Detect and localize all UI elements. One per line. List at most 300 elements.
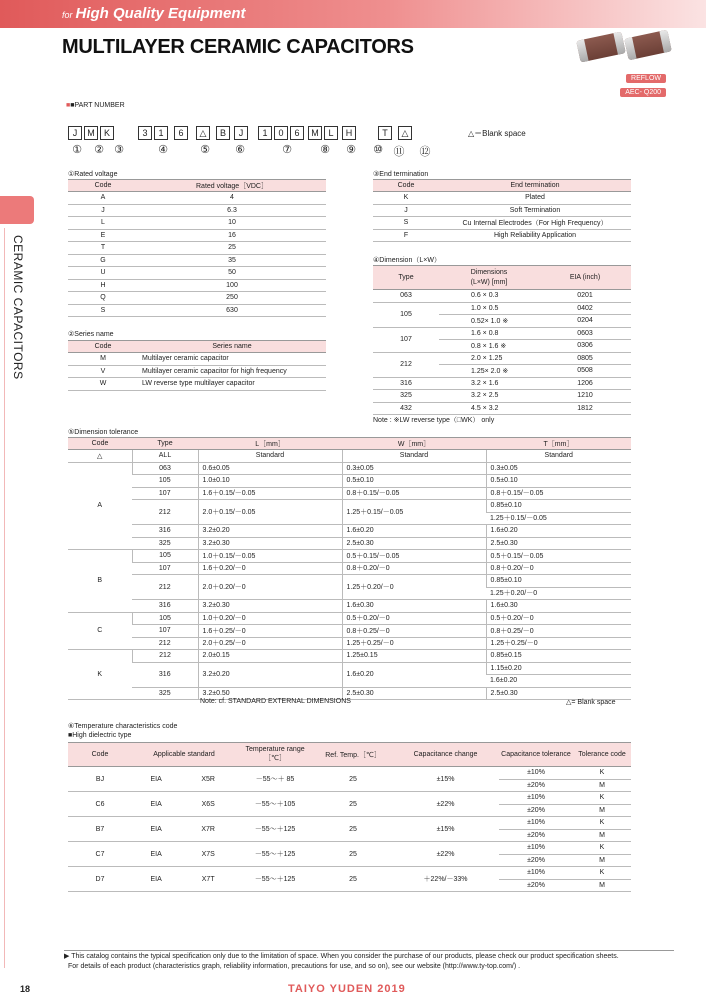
end-termination-table	[373, 179, 631, 242]
cell: 1.6＋0.25/－0	[198, 625, 342, 638]
cell: 25	[314, 867, 392, 892]
cell: 0603	[539, 327, 631, 340]
cell: 0.8＋0.20/－0	[486, 562, 631, 575]
cell: EIA	[132, 817, 180, 842]
header-cell: W［mm］	[342, 438, 486, 450]
cell: K	[573, 817, 631, 830]
cell: B	[68, 550, 132, 613]
cell: 0.8＋0.15/－0.05	[486, 487, 631, 500]
cell: Plated	[439, 192, 631, 205]
cell: 212	[132, 650, 198, 663]
cell: 063	[373, 290, 439, 303]
cell: 6.3	[138, 204, 326, 217]
cell: 0.5＋0.20/－0	[342, 612, 486, 625]
cell: ±20%	[499, 804, 573, 817]
table-row	[373, 229, 631, 242]
cell: ±20%	[499, 779, 573, 792]
cell: 3.2±0.20	[198, 525, 342, 538]
table-row	[373, 327, 631, 340]
header-cell: Capacitance change	[392, 743, 499, 767]
table-row	[68, 537, 631, 550]
part-box: △	[196, 126, 210, 140]
capacitor-chips-image	[574, 28, 674, 68]
side-tab	[0, 196, 34, 224]
cell: BJ	[68, 767, 132, 792]
part-index: ⑫	[419, 146, 431, 158]
cell: 3.2 × 1.6	[439, 377, 539, 390]
part-box: 0	[274, 126, 288, 140]
badge-aec: AEC- Q200	[620, 88, 666, 97]
cell: 0.85±0.15	[486, 650, 631, 663]
part-box: B	[216, 126, 230, 140]
table-row	[68, 242, 326, 255]
cell: Q	[68, 292, 138, 305]
page-title: MULTILAYER CERAMIC CAPACITORS	[62, 36, 414, 58]
cell: A	[68, 192, 138, 205]
part-box: K	[100, 126, 114, 140]
cell: 1.6＋0.20/－0	[198, 562, 342, 575]
temperature-heading: ⑥Temperature characteristics code	[68, 723, 178, 730]
cell: Standard	[342, 450, 486, 463]
part-box: M	[84, 126, 98, 140]
cell: X6S	[180, 792, 236, 817]
cell: C	[68, 612, 132, 650]
cell: ±10%	[499, 842, 573, 855]
part-index: ④	[158, 144, 168, 156]
cell: 1.6±0.30	[342, 600, 486, 613]
cell: 107	[373, 327, 439, 352]
header-cell: Code	[68, 341, 138, 353]
cell: Standard	[198, 450, 342, 463]
tolerance-heading: ⑤Dimension tolerance	[68, 429, 139, 436]
cell: LW reverse type multilayer capacitor	[138, 378, 326, 391]
cell: 0204	[539, 315, 631, 328]
cell: Soft Termination	[439, 204, 631, 217]
cell: 105	[132, 550, 198, 563]
cell: 25	[314, 792, 392, 817]
cell: 107	[132, 487, 198, 500]
table-row	[68, 254, 326, 267]
cell: X7T	[180, 867, 236, 892]
cell: 1.6±0.20	[486, 675, 631, 688]
table-row	[68, 279, 326, 292]
cell: 325	[132, 537, 198, 550]
end-termination-heading: ③End termination	[373, 171, 429, 178]
cell: ±15%	[392, 817, 499, 842]
cell: 16	[138, 229, 326, 242]
table-row	[68, 365, 326, 378]
header-cell: Code	[68, 438, 132, 450]
cell: T	[68, 242, 138, 255]
cell: －55～＋125	[236, 817, 314, 842]
cell: K	[573, 842, 631, 855]
cell: S	[373, 217, 439, 230]
cell: ＋22%/－33%	[392, 867, 499, 892]
cell: 0.85±0.10	[486, 575, 631, 588]
cell: ±10%	[499, 792, 573, 805]
part-index: ⑦	[282, 144, 292, 156]
cell: 107	[132, 562, 198, 575]
cell: K	[573, 767, 631, 780]
table-row	[373, 352, 631, 365]
part-box: 3	[138, 126, 152, 140]
cell: K	[68, 650, 132, 700]
cell: 25	[138, 242, 326, 255]
cell: 1.6±0.20	[342, 525, 486, 538]
cell: W	[68, 378, 138, 391]
cell: 0805	[539, 352, 631, 365]
cell: 1.0＋0.20/－0	[198, 612, 342, 625]
table-row	[68, 353, 326, 366]
header-cell: Dimensions (L×W) [mm]	[439, 266, 539, 290]
dimension-note: Note : ※LW reverse type（□WK） only	[373, 417, 495, 424]
table-row	[68, 500, 631, 513]
header-cell: End termination	[439, 180, 631, 192]
cell: 316	[132, 662, 198, 687]
part-index: ⑩	[373, 144, 383, 156]
cell: 1.25＋0.25/－0	[342, 637, 486, 650]
cell: 1.0±0.10	[198, 475, 342, 488]
cell: X5R	[180, 767, 236, 792]
cell: 25	[314, 842, 392, 867]
cell: Cu Internal Electrodes（For High Frequency）	[439, 217, 631, 230]
cell: 50	[138, 267, 326, 280]
table-row	[68, 292, 326, 305]
rated-voltage-heading: ①Rated voltage	[68, 171, 118, 178]
header-cell: Series name	[138, 341, 326, 353]
cell: ±10%	[499, 817, 573, 830]
header-cell: Type	[373, 266, 439, 290]
cell: －55～＋ 85	[236, 767, 314, 792]
cell: 2.0＋0.15/－0.05	[198, 500, 342, 525]
table-row	[68, 192, 326, 205]
cell: F	[373, 229, 439, 242]
cell: EIA	[132, 867, 180, 892]
cell: 325	[373, 390, 439, 403]
cell: J	[68, 204, 138, 217]
table-row	[68, 650, 631, 663]
cell: 212	[373, 352, 439, 377]
table-row	[68, 625, 631, 638]
cell: 0.8 × 1.6 ※	[439, 340, 539, 353]
table-row	[373, 290, 631, 303]
cell: 0.5＋0.15/－0.05	[342, 550, 486, 563]
table-row	[68, 475, 631, 488]
cell: L	[68, 217, 138, 230]
cell: G	[68, 254, 138, 267]
cell: M	[573, 854, 631, 867]
cell: C7	[68, 842, 132, 867]
cell: C6	[68, 792, 132, 817]
table-row	[68, 450, 631, 463]
part-box: T	[378, 126, 392, 140]
cell: X7S	[180, 842, 236, 867]
cell: 0201	[539, 290, 631, 303]
part-box: L	[324, 126, 338, 140]
cell: －55～＋105	[236, 792, 314, 817]
cell: 105	[373, 302, 439, 327]
cell: 316	[132, 600, 198, 613]
header-cell: Ref. Temp.［℃］	[314, 743, 392, 767]
part-box: J	[234, 126, 248, 140]
cell: ±10%	[499, 767, 573, 780]
cell: 0.8＋0.25/－0	[342, 625, 486, 638]
brand-footer: TAIYO YUDEN 2019	[288, 983, 406, 995]
header-cell: Capacitance tolerance	[499, 743, 573, 767]
cell: 063	[132, 462, 198, 475]
cell: 1.6±0.30	[486, 600, 631, 613]
cell: 2.5±0.30	[486, 537, 631, 550]
cell: J	[373, 204, 439, 217]
header-cell: Temperature range［℃］	[236, 743, 314, 767]
badge-reflow: REFLOW	[626, 74, 666, 83]
cell: 0402	[539, 302, 631, 315]
cell: 1.25× 2.0 ※	[439, 365, 539, 378]
cell: 1.15±0.20	[486, 662, 631, 675]
side-label: CERAMIC CAPACITORS	[11, 235, 25, 380]
table-row	[68, 562, 631, 575]
part-box: △	[398, 126, 412, 140]
page-number: 18	[20, 984, 31, 994]
cell: ±22%	[392, 842, 499, 867]
cell: Standard	[486, 450, 631, 463]
cell: 100	[138, 279, 326, 292]
table-row	[68, 550, 631, 563]
cell: 0.52× 1.0 ※	[439, 315, 539, 328]
cell: 3.2±0.30	[198, 537, 342, 550]
cell: 630	[138, 304, 326, 317]
cell: 10	[138, 217, 326, 230]
cell: 25	[314, 767, 392, 792]
dimension-table	[373, 265, 631, 415]
cell: 3.2±0.50	[198, 687, 342, 700]
table-row	[68, 525, 631, 538]
cell: 2.0 × 1.25	[439, 352, 539, 365]
cell: 35	[138, 254, 326, 267]
cell: M	[573, 779, 631, 792]
table-row	[68, 600, 631, 613]
table-row	[373, 217, 631, 230]
table-row	[68, 575, 631, 588]
cell: M	[68, 353, 138, 366]
table-row	[373, 204, 631, 217]
cell: 2.5±0.30	[486, 687, 631, 700]
cell: 432	[373, 402, 439, 415]
part-box: 6	[290, 126, 304, 140]
cell: 3.2±0.30	[198, 600, 342, 613]
header-cell: Code	[68, 180, 138, 192]
table-row	[68, 267, 326, 280]
cell: U	[68, 267, 138, 280]
cell: 0.85±0.10	[486, 500, 631, 513]
cell: 0.8＋0.15/－0.05	[342, 487, 486, 500]
table-row	[68, 217, 326, 230]
cell: 2.0＋0.20/－0	[198, 575, 342, 600]
cell: 0.3±0.05	[342, 462, 486, 475]
cell: Multilayer ceramic capacitor for high frequency	[138, 365, 326, 378]
cell: 212	[132, 637, 198, 650]
part-index: ⑥	[235, 144, 245, 156]
cell: 1206	[539, 377, 631, 390]
header-cell: Type	[132, 438, 198, 450]
cell: X7R	[180, 817, 236, 842]
cell: K	[373, 192, 439, 205]
side-divider	[4, 228, 5, 968]
cell: △	[68, 450, 132, 463]
cell: 0.5＋0.15/－0.05	[486, 550, 631, 563]
cell: 2.0±0.15	[198, 650, 342, 663]
cell: B7	[68, 817, 132, 842]
part-index: ⑤	[200, 144, 210, 156]
header-cell: L［mm］	[198, 438, 342, 450]
cell: 4.5 × 3.2	[439, 402, 539, 415]
cell: 1.6±0.20	[486, 525, 631, 538]
header-cell: T［mm］	[486, 438, 631, 450]
table-row	[68, 304, 326, 317]
cell: ±20%	[499, 879, 573, 892]
part-index: ②	[94, 144, 104, 156]
cell: D7	[68, 867, 132, 892]
table-row	[68, 612, 631, 625]
rated-voltage-table	[68, 179, 326, 317]
cell: 316	[373, 377, 439, 390]
part-index: ③	[114, 144, 124, 156]
table-row	[373, 302, 631, 315]
part-box: J	[68, 126, 82, 140]
cell: 1.6±0.20	[342, 662, 486, 687]
header-cell: Rated voltage［VDC］	[138, 180, 326, 192]
cell: EIA	[132, 767, 180, 792]
cell: －55～＋125	[236, 867, 314, 892]
cell: 316	[132, 525, 198, 538]
header-cell: EIA (inch)	[539, 266, 631, 290]
part-index: ⑨	[346, 144, 356, 156]
cell: 0.3±0.05	[486, 462, 631, 475]
table-row	[373, 390, 631, 403]
table-row	[68, 662, 631, 675]
cell: 3.2±0.20	[198, 662, 342, 687]
cell: K	[573, 867, 631, 880]
cell: ±20%	[499, 829, 573, 842]
header-band	[0, 0, 706, 28]
cell: 212	[132, 575, 198, 600]
table-row	[373, 377, 631, 390]
cell: 1.25＋0.15/－0.05	[486, 512, 631, 525]
cell: －55～＋125	[236, 842, 314, 867]
cell: M	[573, 829, 631, 842]
part-box: 6	[174, 126, 188, 140]
series-name-table	[68, 340, 326, 391]
cell: E	[68, 229, 138, 242]
header-banner: for High Quality Equipment	[62, 5, 246, 22]
part-number-heading: ■■PART NUMBER	[66, 102, 125, 109]
cell: ±10%	[499, 867, 573, 880]
cell: 1.25＋0.25/－0	[486, 637, 631, 650]
cell: 1.6＋0.15/－0.05	[198, 487, 342, 500]
cell: Multilayer ceramic capacitor	[138, 353, 326, 366]
table-row	[68, 204, 326, 217]
cell: 2.0＋0.25/－0	[198, 637, 342, 650]
cell: 0.5＋0.20/－0	[486, 612, 631, 625]
part-box: H	[342, 126, 356, 140]
cell: 4	[138, 192, 326, 205]
cell: 212	[132, 500, 198, 525]
table-row	[68, 792, 631, 805]
cell: EIA	[132, 792, 180, 817]
table-row	[68, 229, 326, 242]
cell: 1.6 × 0.8	[439, 327, 539, 340]
part-box: 1	[258, 126, 272, 140]
part-index: ⑪	[393, 146, 405, 158]
cell: High Reliability Application	[439, 229, 631, 242]
cell: 0.6 × 0.3	[439, 290, 539, 303]
cell: 1812	[539, 402, 631, 415]
blank-space-note: △＝Blank space	[468, 129, 526, 138]
cell: 0.5±0.10	[342, 475, 486, 488]
cell: A	[68, 462, 132, 550]
table-row	[68, 767, 631, 780]
cell: H	[68, 279, 138, 292]
table-row	[68, 637, 631, 650]
part-box: M	[308, 126, 322, 140]
table-row	[68, 817, 631, 830]
cell: 1210	[539, 390, 631, 403]
cell: ±15%	[392, 767, 499, 792]
cell: 1.25＋0.20/－0	[486, 587, 631, 600]
temperature-table	[68, 742, 631, 892]
header-cell: Code	[68, 743, 132, 767]
tolerance-table	[68, 437, 631, 700]
cell: 25	[314, 817, 392, 842]
series-name-heading: ②Series name	[68, 331, 114, 338]
cell: 107	[132, 625, 198, 638]
cell: ±20%	[499, 854, 573, 867]
cell: 1.25±0.15	[342, 650, 486, 663]
cell: 2.5±0.30	[342, 687, 486, 700]
cell: 1.0 × 0.5	[439, 302, 539, 315]
cell: M	[573, 804, 631, 817]
cell: K	[573, 792, 631, 805]
cell: 1.25＋0.20/－0	[342, 575, 486, 600]
header-cell: Code	[373, 180, 439, 192]
cell: 1.0＋0.15/－0.05	[198, 550, 342, 563]
cell: 0306	[539, 340, 631, 353]
cell: 250	[138, 292, 326, 305]
cell: 325	[132, 687, 198, 700]
part-index: ①	[72, 144, 82, 156]
tolerance-note: Note: cf. STANDARD EXTERNAL DIMENSIONS	[200, 698, 351, 705]
cell: ALL	[132, 450, 198, 463]
cell: 0.8＋0.25/－0	[486, 625, 631, 638]
cell: ±22%	[392, 792, 499, 817]
temperature-subheading: ■High dielectric type	[68, 732, 132, 739]
table-row	[68, 487, 631, 500]
table-row	[68, 378, 326, 391]
cell: 105	[132, 475, 198, 488]
cell: 0.5±0.10	[486, 475, 631, 488]
cell: 0.6±0.05	[198, 462, 342, 475]
cell: 2.5±0.30	[342, 537, 486, 550]
dimension-heading: ④Dimension（L×W）	[373, 257, 441, 264]
footnote: ▶ This catalog contains the typical specification only due to the limitation of space. When you consider the purchase of our products, please check our product specification sheets. For details of each product (characteristics graph, reliability information, precautions for use, and so on), see our website (http://www.ty-top.com/) .	[64, 950, 674, 972]
cell: 105	[132, 612, 198, 625]
tolerance-blank-note: △= Blank space	[566, 699, 616, 706]
part-index: ⑧	[320, 144, 330, 156]
cell: S	[68, 304, 138, 317]
cell: 0.8＋0.20/－0	[342, 562, 486, 575]
cell: EIA	[132, 842, 180, 867]
table-row	[68, 462, 631, 475]
